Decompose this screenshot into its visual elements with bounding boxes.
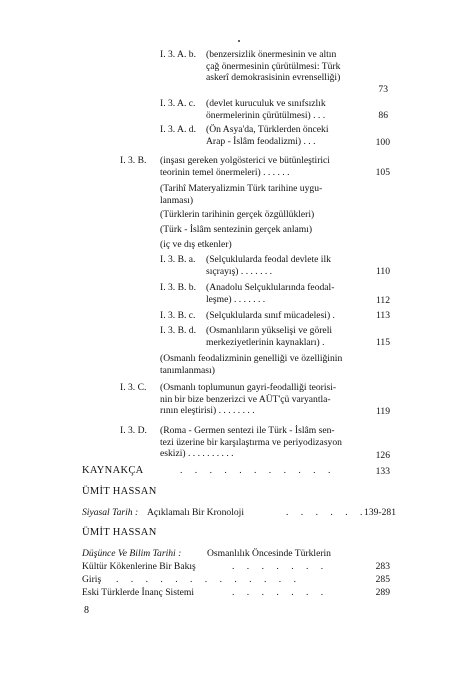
section-title: (Selçuklularda feodal devlete ilk sıçrayış) . . . . . . .: [206, 254, 331, 277]
leader-dots: . . . . . . .: [232, 561, 329, 572]
section-title: (Roma - Germen sentezi ile Türk - İslâm sen- tezi üzerine bir karşılaştırma ve periyodizasyon eskizi) . . . . . . . . . .: [160, 425, 342, 459]
section-number: I. 3. B. b.: [160, 282, 196, 293]
author-heading: ÜMİT HASSAN: [82, 486, 157, 497]
sub-entry-text: Giriş: [82, 574, 102, 585]
page-ref: 119: [375, 406, 390, 417]
bibliography-heading: KAYNAKÇA: [82, 465, 144, 476]
section-title: (Ön Asya'da, Türklerden önceki Arap - İslâm feodalizmi) . . .: [206, 124, 329, 147]
section-number: I. 3. A. c.: [160, 98, 196, 109]
section-title: (benzersizlik önermesinin ve altın çağ önermesinin çürütülmesi: Türk askerî demokrasisinin evrenselliği): [206, 49, 341, 83]
section-title: (Selçuklularda sınıf mücadelesi) .: [206, 310, 335, 321]
leader-dots: . . . . . .: [286, 507, 368, 518]
page-ref: 126: [375, 450, 390, 461]
section-title: (devlet kuruculuk ve sınıfsızlık önermelerinin çürütülmesi) . . .: [206, 98, 326, 121]
page-ref: 285: [375, 574, 390, 585]
section-number: I. 3. D.: [120, 425, 147, 436]
sub-entry-text: Eski Türklerde İnanç Sistemi: [82, 587, 194, 598]
page-ref: 133: [375, 466, 390, 477]
subheading: (Tarihî Materyalizmin Türk tarihine uygu- lanması): [160, 183, 323, 206]
section-number: I. 3. B. c.: [160, 310, 196, 321]
page-ref: 113: [375, 310, 390, 321]
page-ref: 289: [375, 587, 390, 598]
speck: [238, 40, 240, 42]
section-title: (Osmanlıların yükselişi ve göreli merkeziyetlerinin kaynakları) .: [206, 325, 333, 348]
subheading: (Türklerin tarihinin gerçek özgüllükleri): [160, 209, 315, 220]
leader-dots: . . . . . . . . . . .: [180, 465, 336, 476]
subheading: (Osmanlı feodalizminin genelliği ve özelliğinin tanımlanması): [160, 353, 343, 376]
work-title: Siyasal Tarih :: [82, 507, 139, 518]
leader-dots: . . . . . . . . . . . . .: [116, 574, 301, 585]
section-number: I. 3. B. a.: [160, 254, 196, 265]
page-ref: 105: [375, 167, 390, 178]
section-title: (inşası gereken yolgösterici ve bütünleştirici teorinin temel önermeleri) . . . . . .: [160, 155, 330, 178]
leader-dots: . . . . . . .: [232, 587, 329, 598]
page-ref: 110: [375, 266, 390, 277]
sub-entry-text: Kültür Kökenlerine Bir Bakış: [82, 561, 196, 572]
section-number: I. 3. B. d.: [160, 325, 196, 336]
section-number: I. 3. B.: [120, 155, 147, 166]
page-ref: 100: [375, 137, 390, 148]
section-title: (Anadolu Selçuklularında feodal- leşme) . . . . . . .: [206, 282, 335, 305]
page-ref: 73: [378, 84, 388, 95]
section-number: I. 3. A. b.: [160, 49, 196, 60]
page-ref: 112: [375, 295, 390, 306]
page-ref: 283: [375, 561, 390, 572]
section-number: I. 3. A. d.: [160, 124, 196, 135]
page-number: 8: [84, 605, 89, 616]
page-ref: 139-281: [364, 507, 396, 518]
work-subtitle: Osmanlılık Öncesinde Türklerin: [207, 548, 331, 559]
subheading: (Türk - İslâm sentezinin gerçek anlamı): [160, 224, 313, 235]
author-heading: ÜMİT HASSAN: [82, 527, 157, 538]
page-ref: 86: [378, 110, 388, 121]
page-ref: 115: [375, 337, 390, 348]
section-title: (Osmanlı toplumunun gayri-feodalliği teorisi- nin bir bize benzerizci ve AÜT'çü varyantla- rının eleştirisi) . . . . . . . .: [160, 382, 337, 416]
subheading: (iç ve dış etkenler): [160, 239, 232, 250]
work-subtitle: Açıklamalı Bir Kronoloji: [147, 507, 244, 518]
section-number: I. 3. C.: [120, 382, 147, 393]
work-title: Düşünce Ve Bilim Tarihi :: [82, 548, 182, 559]
